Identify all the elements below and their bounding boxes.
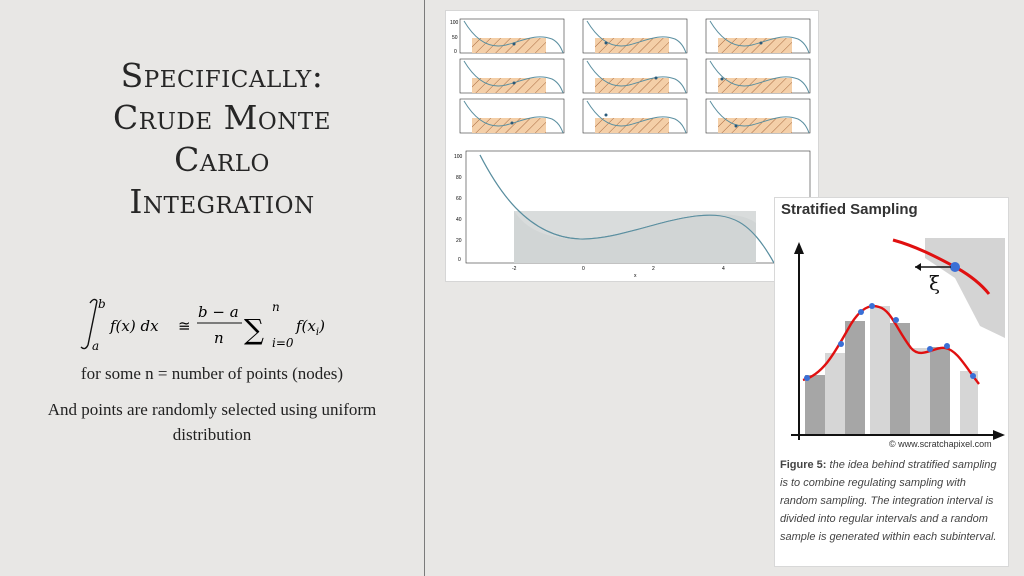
sample-dot: [893, 317, 899, 323]
strata-bar: [825, 353, 845, 435]
stratified-figure: [775, 198, 1008, 448]
monte-carlo-formula: [70, 295, 370, 355]
small-plot: [583, 19, 687, 53]
small-plot: [460, 59, 564, 93]
title-line-3: Carlo: [174, 140, 270, 179]
y-tick: 50: [452, 35, 458, 41]
xi-arrowhead: [915, 263, 921, 271]
plots-figure: [446, 11, 818, 281]
xi-symbol: ξ: [929, 271, 941, 295]
credit-text: © www.scratchapixel.com: [889, 439, 992, 449]
title-line-1: Specifically:: [120, 56, 324, 95]
sample-point: [721, 78, 724, 81]
sample-dot: [944, 343, 950, 349]
summand: $f(x_i)$: [296, 317, 325, 338]
small-plot: [706, 99, 810, 133]
big-x-label: x: [634, 273, 637, 279]
strata-bar: [910, 348, 930, 435]
x-axis-arrow: [993, 430, 1005, 440]
caption-text: the idea behind stratified sampling is to combine regulating sampling with random sampling. The integration interval is divided into regular intervals and a random sample is generated within each subinterval.: [780, 459, 997, 543]
left-column: [0, 0, 424, 576]
note-nodes: for some n = number of points (nodes): [80, 364, 344, 383]
approx-symbol: ≅: [178, 317, 191, 335]
sample-dot: [804, 375, 810, 381]
note-uniform-line1: And points are randomly selected using uniform: [47, 400, 377, 419]
strata-bar: [930, 347, 950, 435]
big-plot: [454, 151, 810, 279]
big-x-tick: 0: [582, 266, 585, 272]
sample-dot: [869, 303, 875, 309]
big-x-tick: -2: [512, 266, 517, 272]
note-uniform-line2: distribution: [172, 425, 252, 444]
title-line-4: Integration: [129, 182, 315, 221]
slide-title: [0, 55, 444, 223]
small-plots-grid: [450, 19, 810, 133]
title-line-2: Crude Monte: [112, 98, 332, 137]
big-y-tick: 80: [456, 175, 462, 181]
sample-point: [760, 42, 763, 45]
small-plot: [706, 59, 810, 93]
fraction-numerator: b − a: [198, 303, 239, 321]
big-y-tick: 40: [456, 217, 462, 223]
big-y-tick: 60: [456, 196, 462, 202]
sample-dot: [838, 341, 844, 347]
small-plot: [460, 19, 564, 53]
stratified-title: Stratified Sampling: [781, 201, 918, 218]
big-y-tick: 100: [454, 154, 463, 160]
y-axis-arrow: [794, 242, 804, 254]
sum-upper: n: [272, 300, 280, 314]
sample-point: [605, 42, 608, 45]
sample-dot: [858, 309, 864, 315]
lower-limit: a: [92, 339, 100, 353]
big-y-tick: 0: [458, 257, 461, 263]
y-tick: 0: [454, 49, 457, 55]
sample-dot: [970, 373, 976, 379]
small-plot: [583, 99, 687, 133]
plots-panel: [445, 10, 819, 282]
strata-bar: [890, 323, 910, 435]
upper-limit: b: [98, 297, 106, 311]
sample-point: [605, 114, 608, 117]
big-y-tick: 20: [456, 238, 462, 244]
strata-bar: [845, 321, 865, 435]
sample-point: [513, 43, 516, 46]
sample-point: [735, 125, 738, 128]
zoom-sample-dot: [950, 262, 960, 272]
sample-dot: [927, 346, 933, 352]
small-plot: [583, 59, 687, 93]
big-x-tick: 2: [652, 266, 655, 272]
big-x-tick: 4: [722, 266, 725, 272]
integrand: f(x) dx: [110, 317, 159, 335]
stratified-sampling-panel: [774, 197, 1009, 567]
strata-bar: [805, 375, 825, 435]
sum-lower: i=0: [272, 336, 294, 350]
caption-label: Figure 5:: [780, 459, 827, 471]
strata-bar: [870, 306, 890, 435]
figure-caption: [780, 456, 1002, 546]
sigma-symbol: ∑: [244, 313, 264, 346]
sample-point: [655, 77, 658, 80]
sample-point: [511, 122, 514, 125]
sample-point: [513, 82, 516, 85]
fraction-denominator: n: [214, 329, 224, 347]
small-plot: [706, 19, 810, 53]
small-plot: [460, 99, 564, 133]
y-tick: 100: [450, 20, 459, 26]
